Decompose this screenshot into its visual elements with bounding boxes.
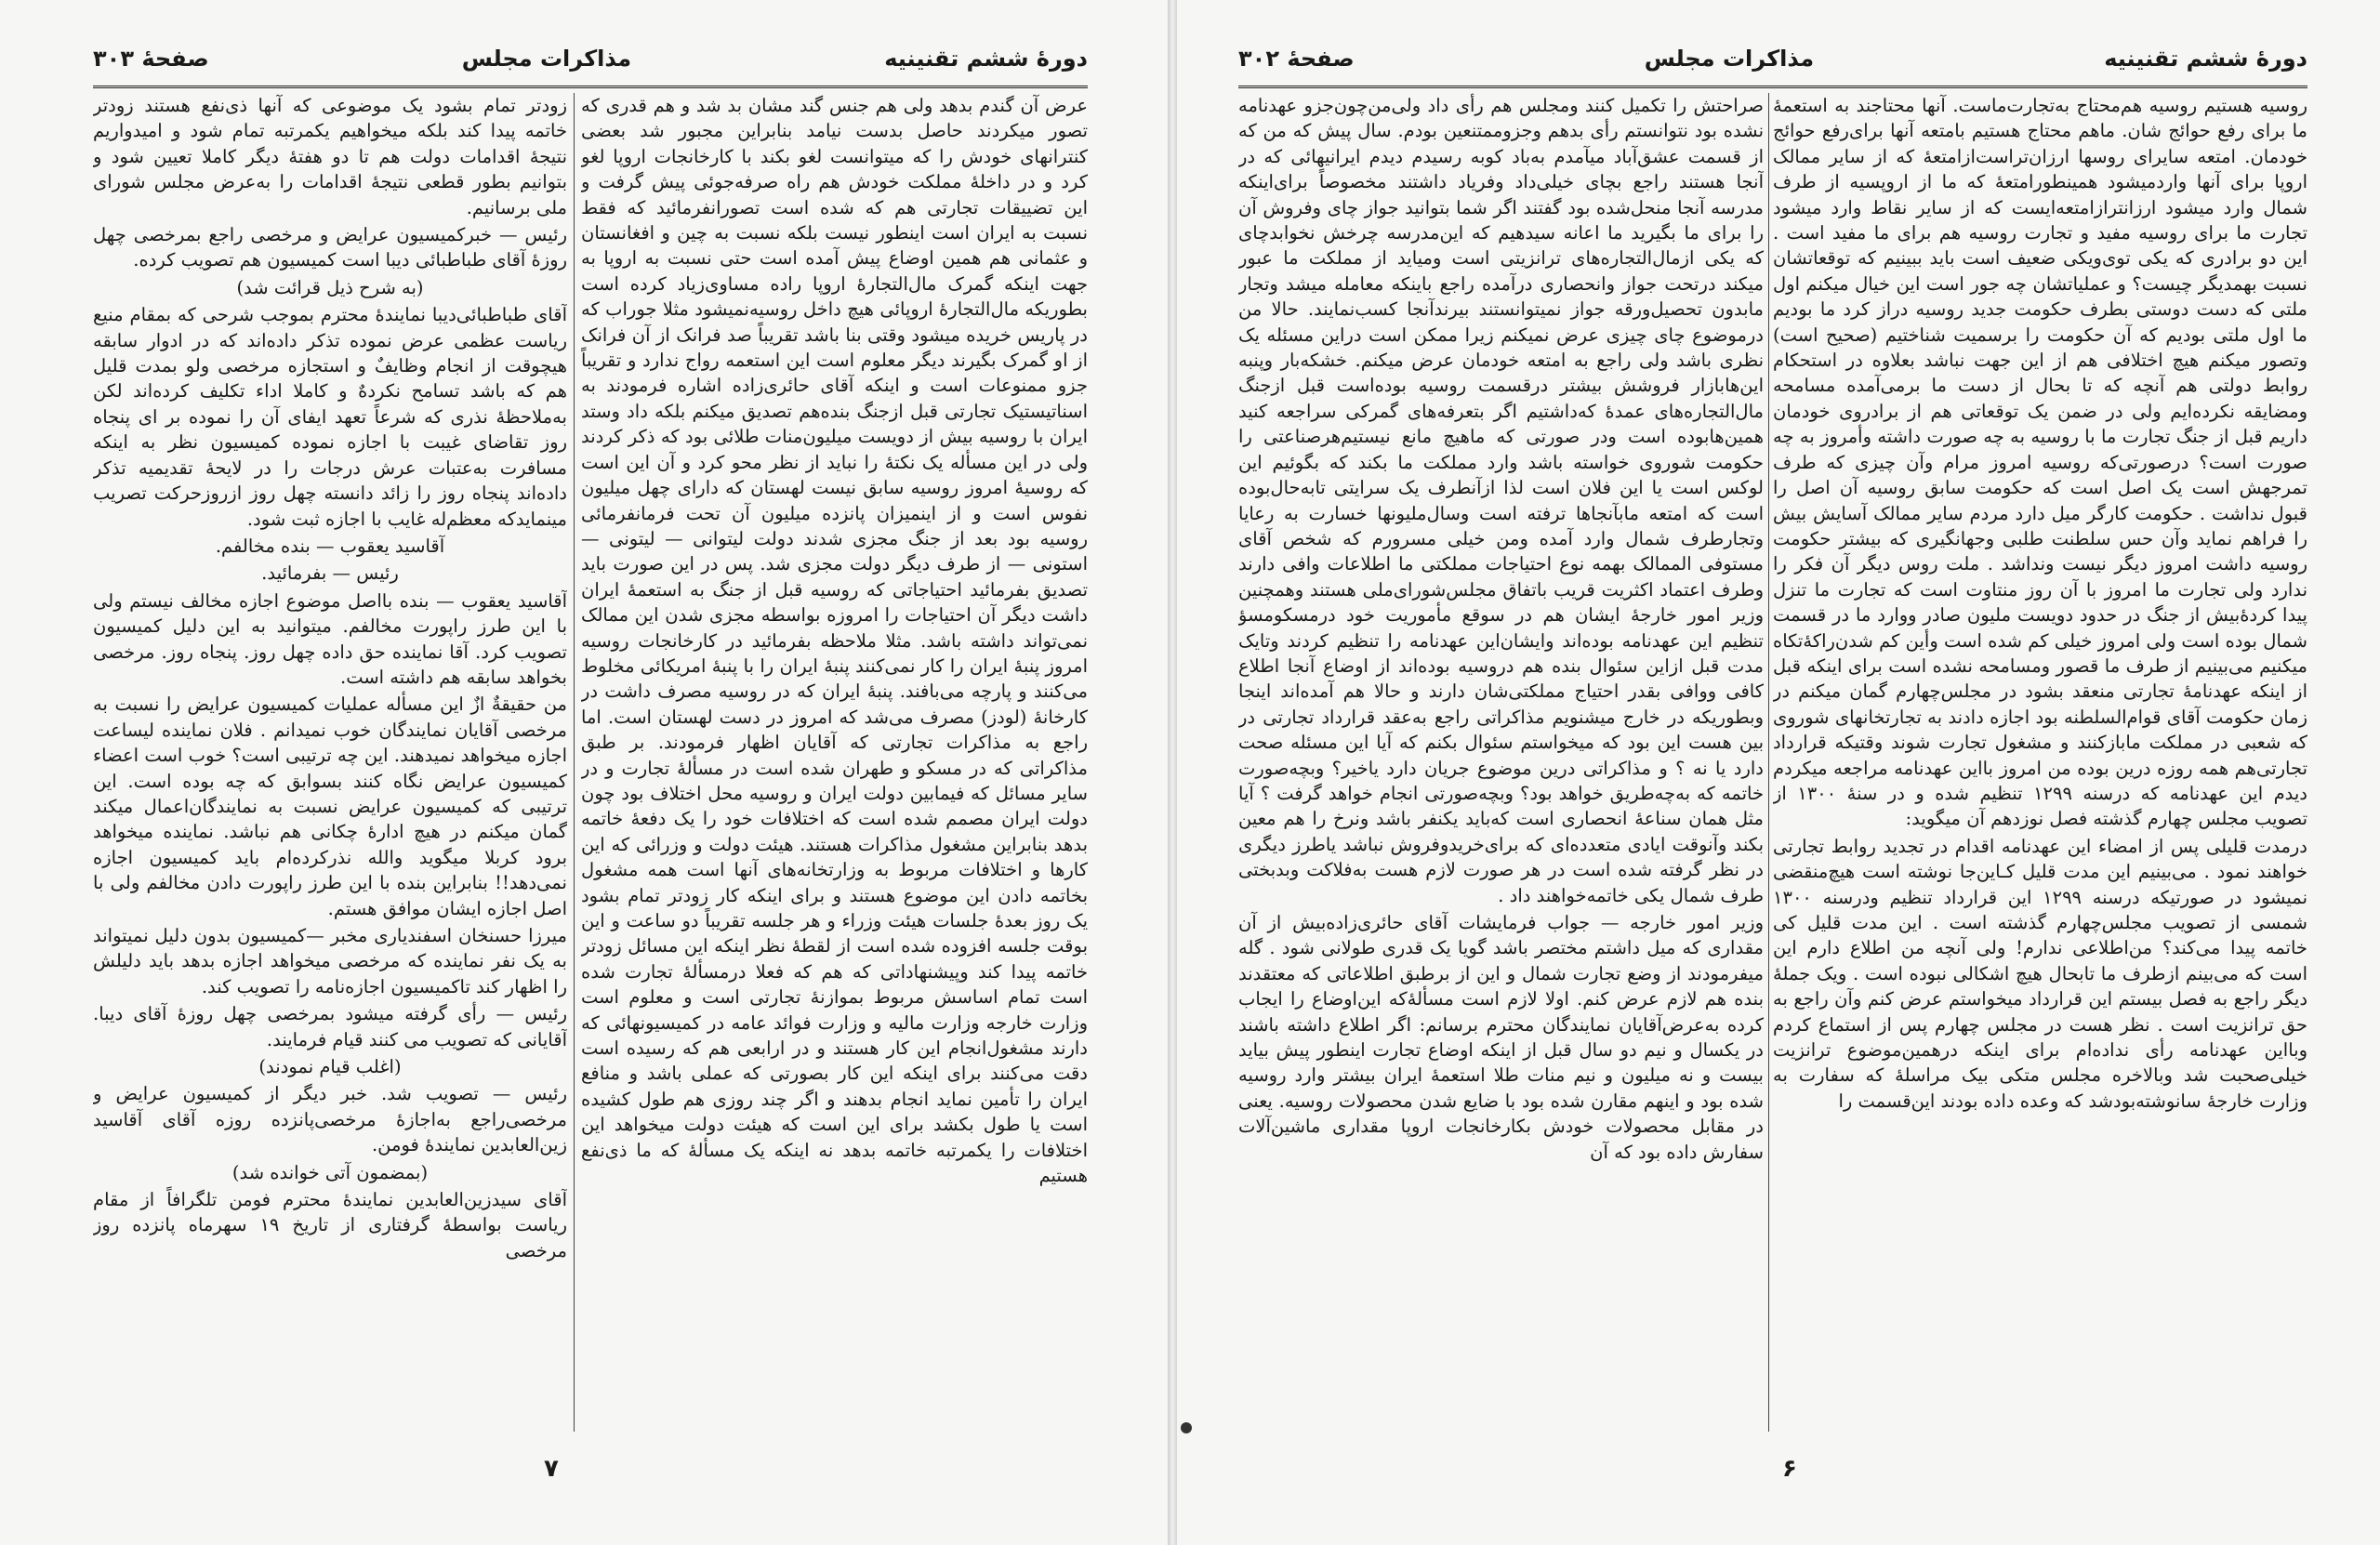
header-rule: [1238, 86, 2307, 88]
paragraph: میرزا حسنخان اسفندیاری مخبر —کمیسیون بدون دلیل نمیتواند به یک نفر نماینده که مرخصی میخواهد اجازه بدهد باید دلیلش را اظهار کند تاکمیسیون اجازه‌نامه را تصویب کند.: [93, 925, 567, 997]
speaker-line: رئیس — بفرمائید.: [261, 562, 399, 585]
left-page: [0, 0, 1173, 1545]
page-header: [1238, 35, 2307, 82]
paragraph: وزیر امور خارجه — جواب فرمایشات آقای حائری‌زاده‌بیش از آن مقداری که میل داشتم مختصر باشد گویا یک قدری طولانی شود . گله میفرمودند از وضع تجارت شمال و این از برطبق اطلاعاتی که معتقدند بنده هم لازم عرض کنم. اولا لازم است مسألهٔ‌که این‌اوضاع را ایجاب کرده به‌عرض‌آقایان نمایندگان محترم برسانم: اگر اطلاع داشته باشند در یکسال و نیم دو سال قبل از اینکه اوضاع تجارت اینطور پیش بیاید بیست و نه میلیون و نیم منات طلا استعمهٔ ایران بیشتر وارد روسیه شده بود و اینهم مقارن شده بود با ضایع شدن محصولات روسیه. یعنی در مقابل محصولات خودش بکارخانجات اروپا مقداری ماشین‌آلات سفارش داده بود که آن: [1238, 912, 1764, 1163]
margin-mark: [1181, 1422, 1192, 1433]
column-divider: [574, 93, 575, 1432]
page-number: صفحهٔ ۳۰۲: [1238, 46, 1355, 72]
paragraph: من حقیقةٌ ازٌ این مسأله عملیات کمیسیون عرایض را نسبت به مرخصی آقایان نمایندگان خوب نمیدانم . فلان نماینده لیساعت اجازه میخواهد نمیدهند. این چه ترتیبی است؟ خوب است اعضاء کمیسیون عرایض نگاه کنند بسوابق که چه بوده است. این ترتیبی که کمیسیون عرایض نسبت به نمایندگان‌اعمال میکند گمان میکنم در هیچ ادارهٔ چکانی هم نباشد. نماینده میخواهد برود کربلا میگوید والله نذرکرده‌ام باید کمیسیون اجازه نمی‌دهد!! بنابراین بنده با این طرز راپورت دادن مخالفم ولی با اصل اجازه ایشان موافق هستم.: [93, 693, 567, 919]
procedural-note: (به شرح ذیل قرائت شد): [236, 276, 424, 298]
paragraph: صراحتش را تکمیل کنند ومجلس هم رأی داد ولی‌من‌چون‌جزو عهدنامه نشده بود نتوانستم رأی بدهم وجزوممتنعین بودم. سال پیش که من که از قسمت عشق‌آباد میآمدم به‌باد کوبه رسیدم دیدم ایرانیهائی که در آنجا هستند راجع بچای خیلی‌داد وفریاد داشتند مخصوصاً برای‌اینکه مدرسه آنجا منحل‌شده بود گفتند اگر شما بتوانید جواز چای وفروش آن را برای ما بگیرید ما اعانه سیدهیم که این‌مدرسه چرخش نخوابدچای که یکی ازمال‌التجاره‌های ترانزیتی است ومیاید از مملکت ما عبور میکند درتحت جواز وانحصاری درآمده راجع باینکه معامله میشد وتجار مابدون تحصیل‌ورقه جواز نمیتوانستند بیرندآنجا کسب‌نمایند. حالا من درموضوع چای چیزی عرض نمیکنم زیرا ممکن است دراین مسئله یک نظری باشد ولی راجع به امتعه خودمان عرض میکنم. خشکه‌بار وپنبه این‌هاباز‌ار فروشش بیشتر درقسمت روسیه بوده‌است قبل ازجنگ مال‌التجاره‌های عمدهٔ که‌داشتیم اگر بتعرفه‌های گمرکی سراجعه کنید همین‌ها‌بوده است ودر صورتی که ماهیچ مانع نیستیم‌هرصناعتی را حکومت شوروی خواسته باشد وارد مملکت ما بکند که بگوئیم این لوکس است یا این فلان است لذا ازآنطرف یک سرایتی تابه‌حال‌بوده است که امتعه ما‌بآنجاها ترفته است وسال‌ملیونها خسارت به رعایا وتجارطرف شمال وارد آمده ومن خیلی مسرورم که شخص آقای مستوفی الممالک بهمه نوع احتیاجات مملکتی ما اطلاعات وافی دارند وطرف اعتماد اکثریت قریب باتفاق مجلس‌شورای‌ملی هستند وهمچنین وزیر امور خارجهٔ ایشان هم در سوقع مأموریت خود درمسکو‌مسؤ تنظیم این عهدنامه بوده‌اند وایشان‌این عهدنامه را تنظیم کردند وتایک مدت قبل ازاین سئوال بنده هم دروسیه بوده‌اند از اوضاع آنجا اطلاع کافی ووافی بقدر احتیاج مملکتی‌شان دارند و حالا هم آمده‌اند اینجا وبطوریکه در خارج میشنویم مذاکراتی راجع به‌عقد قرارداد تجارتی در بین هست این بود که میخواستم سئوال بکنم که آیا این مسئله صحت دارد یا نه ؟ و مذاکراتی درین موضوع جریان دارد یاخیر؟ وبچه‌صورت خاتمه که به‌چه‌طریق خواهد بود؟ وبچه‌صورتی انجام خواهد گرفت ؟ آیا مثل همان سناعهٔ انحصاری است که‌باید یکنفر باشد ونرخ را هم معین بکند وآنوقت ایادی متعدده‌ای که برای‌خریدوفروش نباشد یاطرز دیگری در نظر گرفته شده است در هر صورت لازم هست به‌فلاکت وبدبختی طرف شمال یکی خاتمه‌خواهند داد .: [1238, 95, 1764, 906]
procedural-note: (اغلب قیام نمودند): [258, 1056, 402, 1078]
text-column-right: [581, 93, 1088, 1432]
paragraph: زودتر تمام بشود یک موضوعی که آنها ذی‌نفع هستند زودتر خاتمه پیدا کند بلکه میخواهیم یکمرتبه تمام شود و امیدواریم نتیجهٔ اقدامات دولت هم تا دو هفتهٔ دیگر کاملا تعیین شود و بتوانیم بطور قطعی نتیجهٔ اقدامات را به‌عرض مجلس شورای ملی برسانیم.: [93, 95, 567, 218]
paragraph: درمدت قلیلی پس از امضاء این عهدنامه اقدام در تجدید روابط تجارتی خواهند نمود . می‌بینیم این مدت قلیل کـاین‌جا نوشته است هیچ‌منقضی نمیشود در صورتیکه درسنه ۱۲۹۹ این قرارداد تنظیم ودرسنه ۱۳۰۰ شمسی از تصویب مجلس‌چهارم گذشته است . این مدت قلیل کی خاتمه پیدا می‌کند؟ من‌اطلاعی ندارم! ولی آنچه من اطلاع دارم این است که می‌بینم ازطرف ما تابحال هیچ اشکالی نبوده است . ویک جملهٔ دیگر راجع به فصل بیستم این قرارداد میخواستم عرض کنم وآن راجع به حق ترانزیت است . نظر هست در مجلس چهارم پس از استماع کردم وبااین عهدنامه رأی نداده‌ام برای اینکه درهمین‌موضوع ترانزیت خیلی‌صحبت شد وبالاخره مجلس متکی بیک مراسلهٔ که سفارت به وزارت خارجهٔ سانوشته‌بودشد که وعده داده بودند این‌قسمت را: [1773, 835, 2307, 1112]
page-header: [93, 35, 1088, 82]
session-title: دورهٔ ششم تقنینیه: [884, 46, 1088, 72]
paragraph: آقای سیدزین‌العابدین نمایندهٔ محترم فومن تلگرافاً از مقام ریاست بواسطهٔ گرفتاری از تاریخ ۱۹ سهرماه پانزده روز مرخصی: [93, 1189, 567, 1261]
paragraph: آقاسید یعقوب — بنده بااصل موضوع اجازه مخالف نیستم ولی با این طرز راپورت مخالفم. میتوانید به این دلیل کمیسیون تصویب کرد. آقا نماینده حق داده چهل روز. پنجاه روز. مرخصی بخواهد سابقه هم داشته است.: [93, 589, 567, 688]
paragraph: روسیه هستیم روسیه هم‌محتاج به‌تجارت‌ماست. آنها محتاجند به استعمهٔ ما برای رفع حوائج شان. ماهم محتاج هستیم بامتعه آنها برای‌رفع حوائج خودمان. امتعه سایرای روسها ارزان‌تراست‌ازامتعهٔ که از سایر ممالک اروپا برای آنها واردمیشود همینطورامتعهٔ که ما از اروپسیه از طرف شمال وارد میشود ارزانترازامتعه‌ایست که از سایر نقاط وارد میشود تجارت ما برای روسیه مفید و تجارت روسیه هم برای ما مفید است . این دو برادری که یکی توی‌ویکی ضعیف است باید ببینیم که توقعاتشان نسبت بهمدیگر چیست؟ و عملیاتشان چه جور است این خیال میکنم اول ملتی که دست دوستی بطرف حکومت جدید روسیه دراز کرد ما بودیم ما اول ملتی بودیم که آن حکومت را برسمیت شناختیم (صحیح است) وتصور میکنم هیچ اختلافی هم از این جهت نباشد بعلاوه در استحکام روابط دولتی هم آنچه که تا بحال از دست ما برمی‌آمده مسامحه ومضایقه نکرده‌ایم ولی در ضمن یک توقعاتی هم از برادروی خودمان داریم قبل از جنگ تجارت ما با روسیه به چه صورت داشته وأمروز به چه صورت است؟ درصورتی‌که روسیه امروز مرام وآن چیزی که طرف تمرجهش است یک اصل است که حکومت سابق روسیه آن اصل را قبول نداشت . حکومت کارگر میل دارد مردم سایر ممالک آسایش بیش را فراهم نماید وآن حس سلطنت طلبی وجهانگیری که بیشتر حکومت روسیه داشت امروز دیگر نیست ونداشد . ملت روس دیگر آن فکر را ندارد ولی تجارت ما امروز با آن روز منتاوت است که تجارت ما تنزل پیدا کردهٔ‌بیش از جنگ در حدود دویست ملیون صادر ووارد ما در قسمت شمال بوده است ولی امروز خیلی کم شده است وأین کم شدن‌راکهٔ‌تکاه میکنیم می‌بینیم از طرف ما قصور ومسامحه نشده است برای اینکه قبل از اینکه عهدنامهٔ تجارتی منعقد بشود در مجلس‌چهارم گمان میکنم در زمان حکومت آقای قوام‌السلطنه بود اجازه دادند به تجارتخانهای شوروی که شعبی در مملکت ماباز‌کنند و مشغول تجارت شوند وقتیکه قرارداد تجارتی‌هم همه روزه درین بوده من امروز بااین عهدنامه مراجعه میکردم دیدم این عهدنامه که درسنه ۱۲۹۹ تنظیم شده و در سنهٔ ۱۳۰۰ از تصویب مجلس چهارم گذشته فصل نوزدهم آن میگوید:: [1773, 95, 2307, 830]
text-column-right: [1773, 93, 2307, 1432]
journal-title: مذاکرات مجلس: [1644, 46, 1815, 72]
folio-number: ۶: [1782, 1455, 1797, 1483]
speaker-line: آقاسید یعقوب — بنده مخالفم.: [215, 535, 445, 557]
text-column-left: [93, 93, 567, 1432]
paragraph: رئیس — تصویب شد. خبر دیگر از کمیسیون عرایض و مرخصی‌راجع به‌اجازهٔ مرخصی‌پانزده روزه آقای آقاسید زین‌العابدین نمایندهٔ فومن.: [93, 1083, 567, 1156]
book-gutter: [1168, 0, 1177, 1545]
header-rule: [93, 86, 1088, 88]
paragraph: آقای طباطبائی‌دیبا نمایندهٔ محترم بموجب شرحی که بمقام منیع ریاست عظمی عرض نموده تذکر داده‌اند که در ادوار سابقه هیچوقت از انجام وظایف‌ٌ و استجازه مرخصی ولو بمدت قلیل هم که باشد تسامح نکرده‌ٌ و کاملا اداء تکلیف کرده‌اند لکن به‌ملاحظهٔ نذری که شرعاً تعهد ایفای آن را نموده بر ای پنجاه روز تقاضای غیبت با اجازه نموده کمیسیون نظر به اینکه مسافرت به‌عتبات عرش درجات را در لایحهٔ تقدیمیه تذکر داده‌اند پنجاه روز را زائد دانسته چهل روز ازروزحرکت تصریب مینمایدکه معظم‌له غایب با اجازه ثبت شود.: [93, 304, 567, 530]
right-page: [1173, 0, 2380, 1545]
column-divider: [1768, 93, 1769, 1432]
page-number: صفحهٔ ۳۰۳: [93, 46, 209, 72]
paragraph: رئیس — رأی گرفته میشود بمرخصی چهل روزهٔ آقای دیبا. آقایانی که تصویب می کنند قیام فرمایند.: [93, 1003, 567, 1050]
procedural-note: (بمضمون آتی خوانده شد): [231, 1161, 429, 1183]
session-title: دورهٔ ششم تقنینیه: [2104, 46, 2307, 72]
text-column-left: [1238, 93, 1764, 1432]
paragraph: رئیس — خبرکمیسیون عرایض و مرخصی راجع بمرخصی چهل روزهٔ آقای طباطبائی دیبا است کمیسیون هم تصویب کرده.: [93, 224, 567, 271]
paragraph: عرض آن گندم بدهد ولی هم جنس گند مشان بد شد و هم قدری که تصور میکردند حاصل بدست نیامد بنابراین مجبور شد بعضی کنترانهای خودش را که میتوانست لغو بکند با کارخانجات اروپا لغو کرد و در داخلهٔ مملکت خودش هم راه صرفه‌جوئی پیش گرفت و این تضییقات تجارتی هم که شده است تصورانفرمائید که فقط نسبت به ایران است اینطور نیست بلکه نسبت به چین و افغانستان و عثمانی هم همین اوضاع پیش آمده است حتی نسبت به اروپا به جهت اینکه گمرک مال‌التجارهٔ اروپا راده مساوی‌زیاد کرده است بطوریکه مال‌التجارهٔ اروپائی هیچ داخل روسیه‌نمیشود مثلا جوراب که در پاریس خریده میشود وقتی بنا باشد تقریباً صد فرانک از آن فرانک از او گمرک بگیرند دیگر معلوم است این استعمه رواج ندارد و تقریباً جزو ممنوعات است و اینکه آقای حائری‌زاده اشاره فرمودند به اسناتیستیک تجارتی قبل ازجنگ بنده‌هم تصدیق میکنم بلکه داد وستد ایران با روسیه بیش از دویست میلیون‌منات طلائی بود که ذکر کردند ولی در این مسأله یک نکتهٔ را نباید از نظر محو کرد و آن این است که روسیهٔ امروز روسیه سابق نیست لهستان که دارای چهل میلیون نفوس است و از اینمیزان پانزده میلیون آن تحت فرمانفرمائی روسیه بود بعد از جنگ مجزی شدند دولت لیتوانی — لیتونی — استونی — از طرف دیگر دولت مجزی شد. پس در این صورت باید تصدیق بفرمائید احتیاجاتی که روسیه قبل از جنگ به استعمهٔ ایران داشت دیگر آن احتیاجات را امروزه بواسطه مجزی شدن این ممالک نمی‌تواند داشته باشد. مثلا ملاحظه بفرمائید در کارخانجات روسیه امروز پنبهٔ ایران را کار نمی‌کنند پنبهٔ ایران را با پنبهٔ امریکائی مخلوط می‌کنند و پارچه می‌بافند. پنبهٔ ایران که در روسیه مصرف داشت در کارخانهٔ (لودز) مصرف می‌شد که امروز در دست لهستان است. اما راجع به مذاکرات تجارتی که آقایان اظهار فرمودند. بر طبق مذاکراتی که در مسکو و طهران شده است در مسألهٔ تجارت و در سایر مسائل که فیمابین دولت ایران و روسیه محل اختلاف بود چون دولت ایران مصمم شده است که اختلافات خود را یک دفعهٔ خاتمه بدهد بنابراین مشغول مذاکرات هستند. هیئت دولت و وزرائی که این کارها و اختلافات مربوط به وزارتخانه‌های آنها است همه مشغول بخاتمه دادن این موضوع هستند و برای اینکه کار زودتر تمام بشود یک روز بعدهٔ جلسات هیئت وزراء و هر جلسه تقریباً دو ساعت و این بوقت جلسه افزوده شده است از لقطهٔ نظر اینکه این مسائل زودتر خاتمه پیدا کند وپیشنهاداتی که هم که فعلا درمسألهٔ تجارت شده است تمام اساسش مربوط بموازنهٔ تجارتی است و معلوم است وزارت خارجه وزارت مالیه و وزارت فوائد عامه در کمیسیونهائی که دارند مشغول‌انجام این کار هستند و در ارابعی هم که رسیده است دقت می‌کنند برای اینکه این کار بصورتی که عملی باشد و منافع ایران را تأمین نماید انجام بدهند و اگر چند روزی هم طول کشیده است یا طول بکشد برای این است که هیئت دولت میخواهد این اختلافات را یکمرتبه خاتمه بدهد نه اینکه یک مسألهٔ که ما ذی‌نفع هستیم: [581, 95, 1088, 1187]
journal-title: مذاکرات مجلس: [461, 46, 632, 72]
folio-number: ۷: [544, 1455, 559, 1483]
